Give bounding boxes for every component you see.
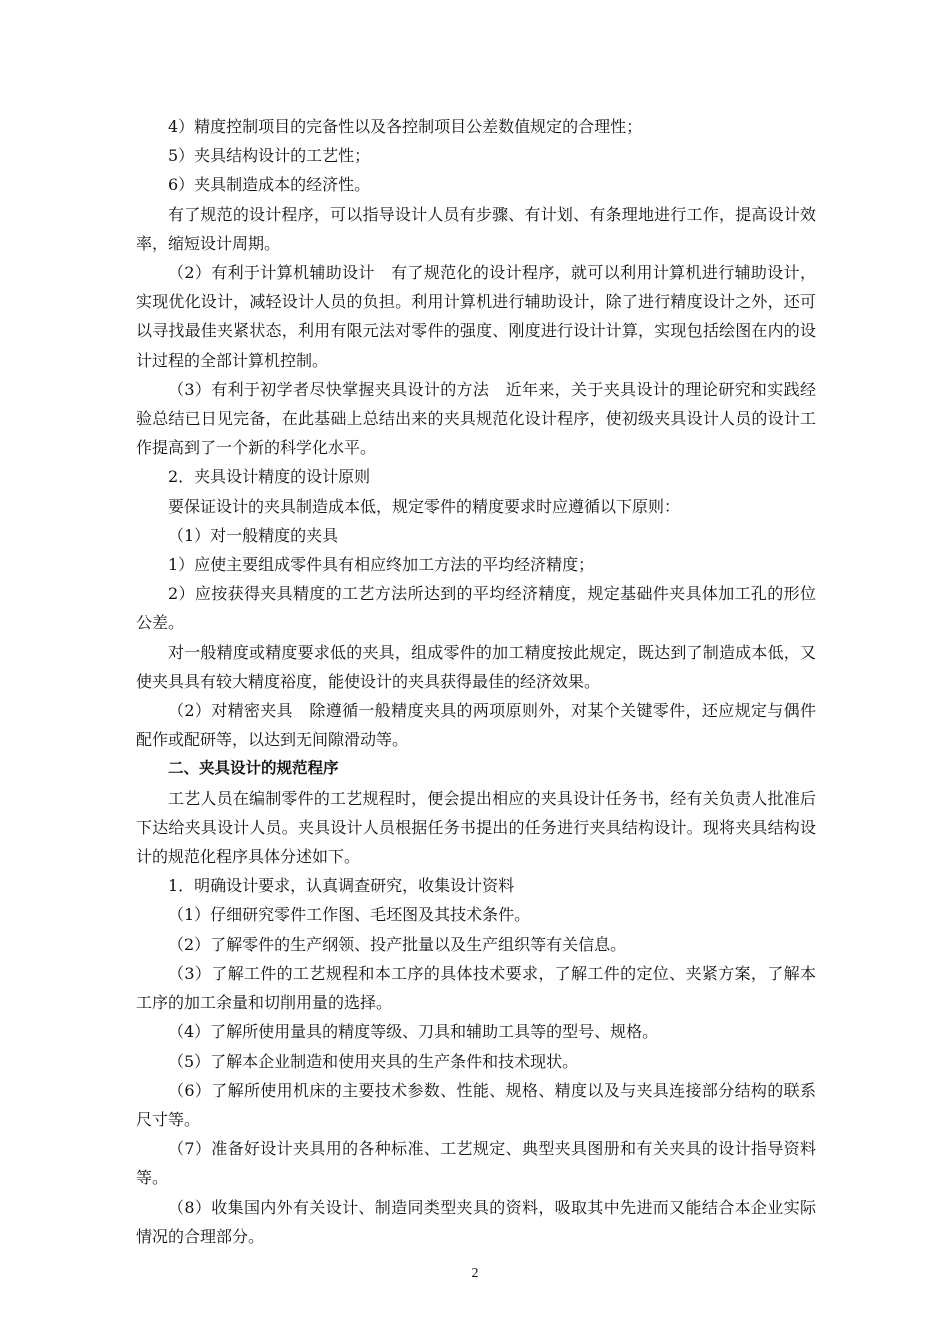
paragraph: 有了规范的设计程序，可以指导设计人员有步骤、有计划、有条理地进行工作，提高设计效率，缩短设计周期。 xyxy=(136,204,816,253)
paragraph: 5）夹具结构设计的工艺性； xyxy=(168,146,371,166)
paragraph: 1）应使主要组成零件具有相应终加工方法的平均经济精度； xyxy=(168,555,595,575)
list-item: （6）了解所使用机床的主要技术参数、性能、规格、精度以及与夹具连接部分结构的联系尺寸等。 xyxy=(136,1080,816,1129)
paragraph: 要保证设计的夹具制造成本低，规定零件的精度要求时应遵循以下原则： xyxy=(168,496,681,516)
list-item: （4）了解所使用量具的精度等级、刀具和辅助工具等的型号、规格。 xyxy=(168,1022,659,1042)
paragraph: 工艺人员在编制零件的工艺规程时，便会提出相应的夹具设计任务书，经有关负责人批准后下达给夹具设计人员。夹具设计人员根据任务书提出的任务进行夹具结构设计。现将夹具结构设计的规范化程序具体分述如下。 xyxy=(136,788,816,867)
section-subheading: 2．夹具设计精度的设计原则 xyxy=(168,467,371,487)
paragraph: （2）对精密夹具 除遵循一般精度夹具的两项原则外，对某个关键零件，还应规定与偶件配作或配研等，以达到无间隙滑动等。 xyxy=(136,701,816,750)
document-body xyxy=(136,112,816,1251)
page-number: 2 xyxy=(471,1266,479,1281)
list-item: （5）了解本企业制造和使用夹具的生产条件和技术现状。 xyxy=(168,1051,579,1071)
section-subheading: 1．明确设计要求，认真调查研究，收集设计资料 xyxy=(168,876,515,896)
list-item: （7）准备好设计夹具用的各种标准、工艺规定、典型夹具图册和有关夹具的设计指导资料等。 xyxy=(136,1139,816,1188)
list-item: （1）仔细研究零件工作图、毛坯图及其技术条件。 xyxy=(168,905,531,925)
section-heading: 二、夹具设计的规范程序 xyxy=(168,759,339,778)
list-item: （8）收集国内外有关设计、制造同类型夹具的资料，吸取其中先进而又能结合本企业实际情况的合理部分。 xyxy=(136,1197,816,1246)
paragraph: 6）夹具制造成本的经济性。 xyxy=(168,175,371,195)
paragraph: （3）有利于初学者尽快掌握夹具设计的方法 近年来，关于夹具设计的理论研究和实践经验总结已日见完备，在此基础上总结出来的夹具规范化设计程序，使初级夹具设计人员的设计工作提高到了一个新的科学化水平。 xyxy=(136,379,816,458)
paragraph: （1）对一般精度的夹具 xyxy=(168,525,339,545)
list-item: （2）了解零件的生产纲领、投产批量以及生产组织等有关信息。 xyxy=(168,934,627,954)
paragraph: 4）精度控制项目的完备性以及各控制项目公差数值规定的合理性； xyxy=(168,117,643,136)
paragraph: 对一般精度或精度要求低的夹具，组成零件的加工精度按此规定，既达到了制造成本低，又使夹具具有较大精度裕度，能使设计的夹具获得最佳的经济效果。 xyxy=(136,642,816,691)
paragraph: （2）有利于计算机辅助设计 有了规范化的设计程序，就可以利用计算机进行辅助设计，实现优化设计，减轻设计人员的负担。利用计算机进行辅助设计，除了进行精度设计之外，还可以寻找最佳夹紧状态，利用有限元法对零件的强度、刚度进行设计计算，实现包括绘图在内的设计过程的全部计算机控制。 xyxy=(136,263,816,370)
list-item: （3）了解工件的工艺规程和本工序的具体技术要求，了解工件的定位、夹紧方案，了解本工序的加工余量和切削用量的选择。 xyxy=(136,963,816,1013)
paragraph: 2）应按获得夹具精度的工艺方法所达到的平均经济精度，规定基础件夹具体加工孔的形位公差。 xyxy=(136,584,816,633)
